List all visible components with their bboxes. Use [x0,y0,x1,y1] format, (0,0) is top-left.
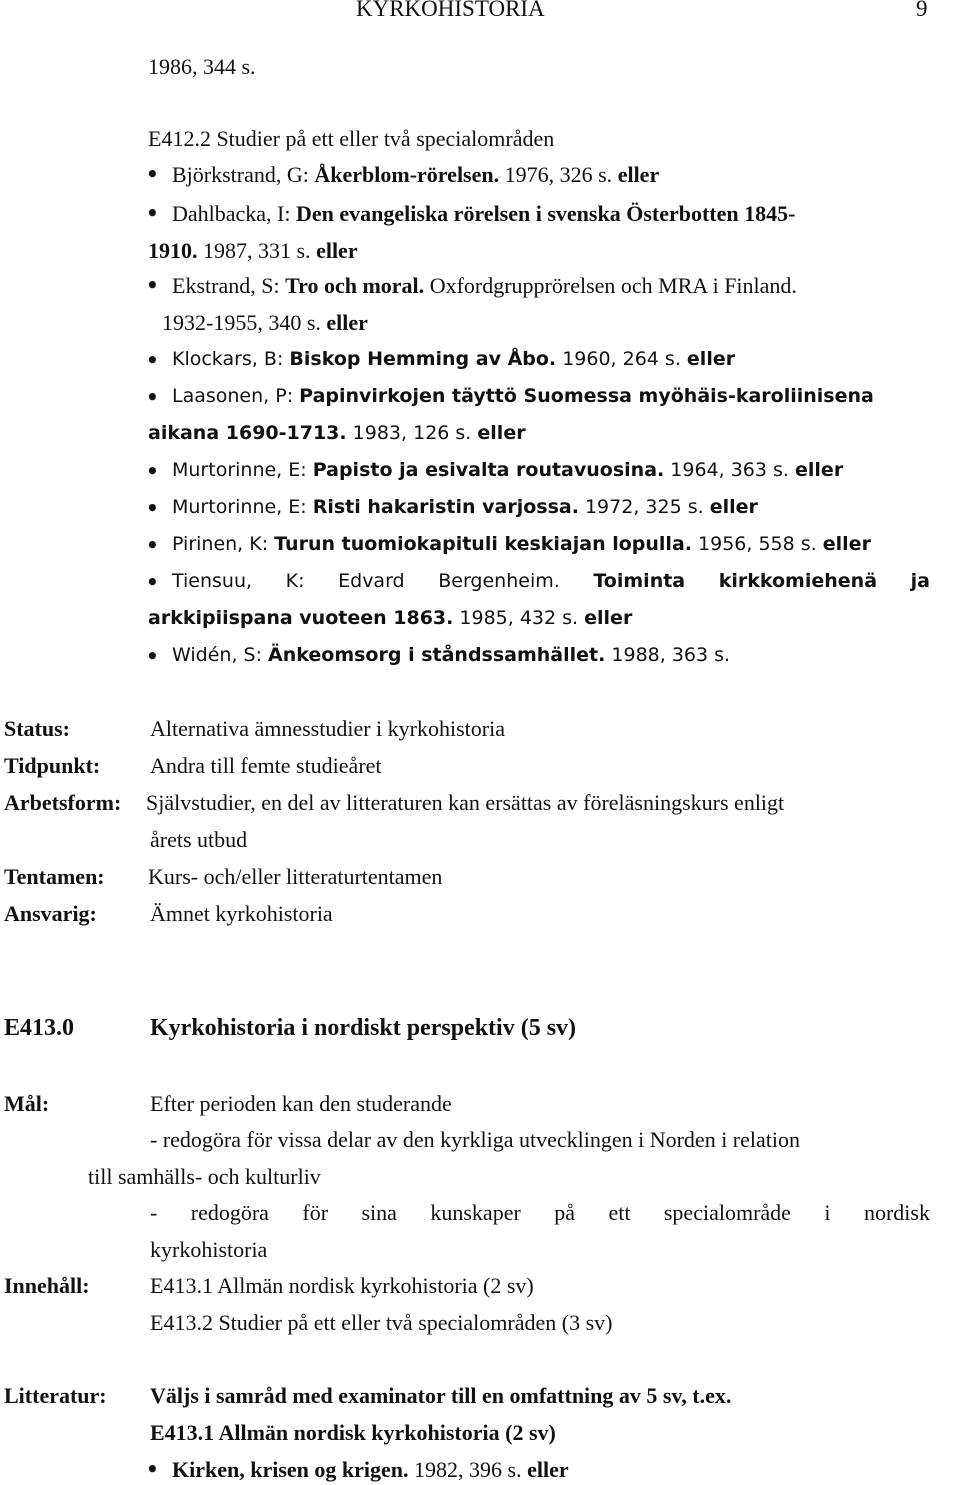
innehall-item-2: E413.2 Studier på ett eller två specialområden (3 sv) [150,1310,613,1335]
tidpunkt-value: Andra till femte studieåret [150,753,382,778]
list-item-continuation: aikana 1690-1713. 1983, 126 s. eller [148,422,526,444]
tentamen-label: Tentamen: [4,864,105,889]
list-item: • Ekstrand, S: Tro och moral. Oxfordgrupprörelsen och MRA i Finland. [172,275,797,297]
mal-goal-1-cont: till samhälls- och kulturliv [88,1164,321,1189]
arbetsform-label: Arbetsform: [4,790,122,815]
list-item: • Murtorinne, E: Papisto ja esivalta routavuosina. 1964, 363 s. eller [172,461,843,480]
section-heading-e412-2: E412.2 Studier på ett eller två specialområden [148,126,555,151]
list-item: • Murtorinne, E: Risti hakaristin varjossa. 1972, 325 s. eller [172,498,758,517]
list-item: • Widén, S: Änkeomsorg i ståndssamhället. 1988, 363 s. [172,646,730,665]
mal-goal-2-cont: kyrkohistoria [150,1237,268,1262]
list-item-continuation: 1910. 1987, 331 s. eller [148,238,358,263]
ansvarig-value: Ämnet kyrkohistoria [150,901,333,926]
list-item: • Dahlbacka, I: Den evangeliska rörelsen i svenska Österbotten 1845- [172,203,795,225]
status-value: Alternativa ämnesstudier i kyrkohistoria [150,716,505,741]
list-item-continuation: arkkipiispana vuoteen 1863. 1985, 432 s. eller [148,607,633,629]
mal-label: Mål: [4,1091,50,1116]
list-item: • Laasonen, P: Papinvirkojen täyttö Suomessa myöhäis-karoliinisena [172,387,874,406]
page-number: 9 [916,0,928,21]
list-item-continuation: 1932-1955, 340 s. eller [162,310,368,335]
running-header-title: KYRKOHISTORIA [356,0,545,21]
list-item: • Tiensuu, K: Edvard Bergenheim. Toiminta kirkkomiehenä ja [172,572,930,591]
arbetsform-value-cont: årets utbud [150,827,248,852]
course-title: Kyrkohistoria i nordiskt perspektiv (5 sv) [150,1015,577,1041]
list-item: • Pirinen, K: Turun tuomiokapituli keskiajan lopulla. 1956, 558 s. eller [172,535,871,554]
litteratur-label: Litteratur: [4,1383,107,1408]
course-code: E413.0 [4,1015,75,1041]
list-item: • Kirken, krisen og krigen. 1982, 396 s. eller [172,1459,569,1481]
mal-intro: Efter perioden kan den studerande [150,1091,452,1116]
innehall-item-1: E413.1 Allmän nordisk kyrkohistoria (2 sv) [150,1273,534,1298]
continued-line: 1986, 344 s. [148,54,256,79]
tentamen-value: Kurs- och/eller litteraturtentamen [148,864,443,889]
tidpunkt-label: Tidpunkt: [4,753,101,778]
litteratur-subheading: E413.1 Allmän nordisk kyrkohistoria (2 sv) [150,1420,556,1445]
litteratur-intro: Väljs i samråd med examinator till en omfattning av 5 sv, t.ex. [150,1383,732,1408]
list-item: • Björkstrand, G: Åkerblom-rörelsen. 1976, 326 s. eller [172,164,659,186]
innehall-label: Innehåll: [4,1273,90,1298]
mal-goal-2: - redogöra för sina kunskaper på ett specialområde i nordisk [150,1200,930,1225]
mal-goal-1: - redogöra för vissa delar av den kyrkliga utvecklingen i Norden i relation [150,1127,800,1152]
ansvarig-label: Ansvarig: [4,901,97,926]
status-label: Status: [4,716,71,741]
list-item: • Klockars, B: Biskop Hemming av Åbo. 1960, 264 s. eller [172,350,735,369]
arbetsform-value: Självstudier, en del av litteraturen kan ersättas av föreläsningskurs enligt [146,790,785,815]
